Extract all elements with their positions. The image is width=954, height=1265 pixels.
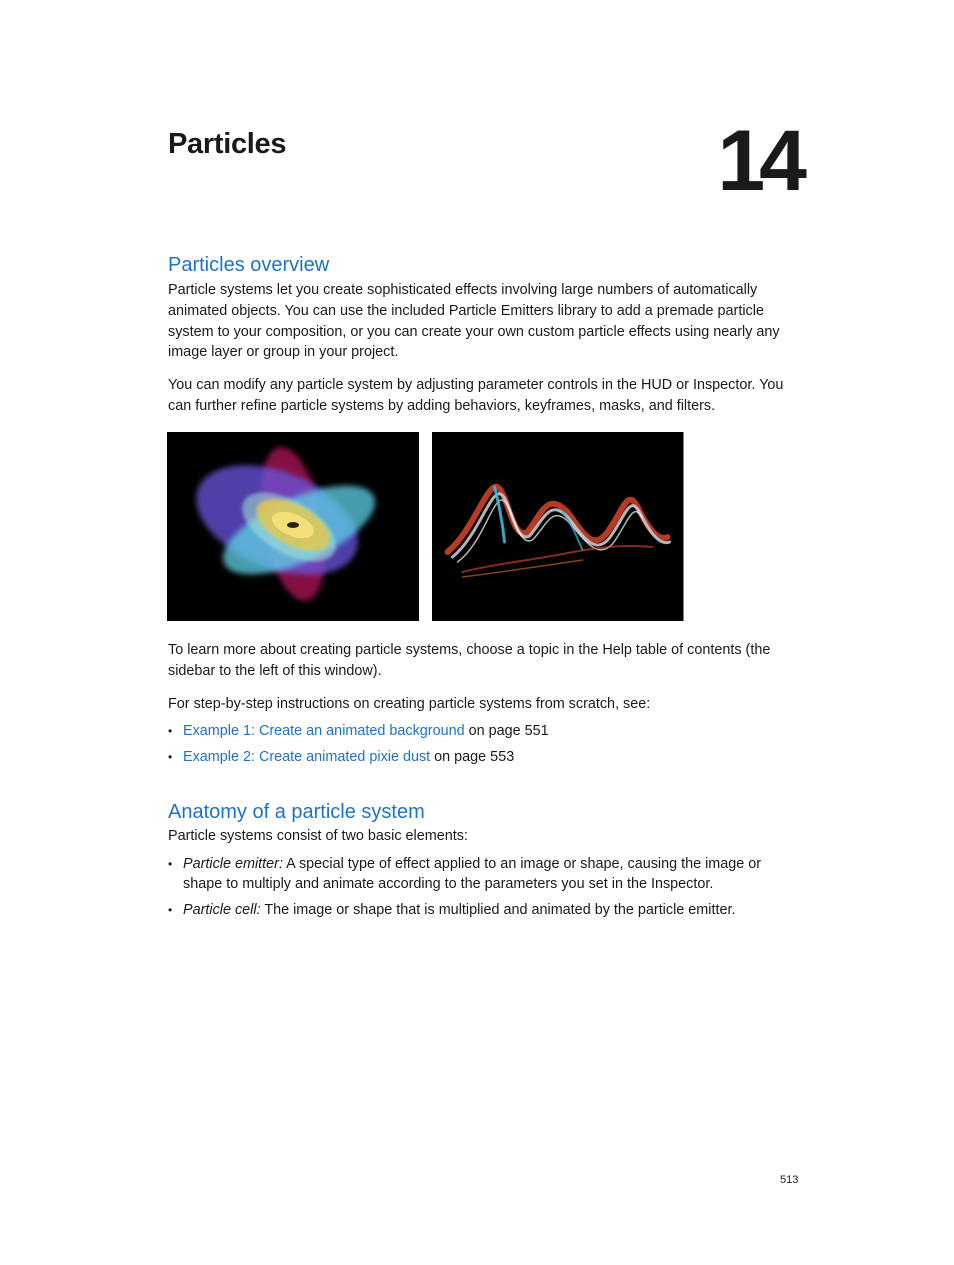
bullet-icon: •: [168, 903, 173, 917]
bullet-icon: •: [168, 857, 173, 871]
term-particle-cell: Particle cell:: [183, 902, 261, 918]
section-heading-particles-overview: Particles overview: [168, 254, 330, 276]
chapter-number: 14: [717, 113, 801, 209]
bullet-icon: •: [168, 750, 173, 764]
list-item: [168, 747, 800, 767]
figure-wave-particles: [432, 432, 683, 621]
term-particle-emitter: Particle emitter:: [183, 856, 283, 872]
term-description: The image or shape that is multiplied and animated by the particle emitter.: [260, 902, 736, 918]
overview-paragraph-2: You can modify any particle system by adjusting parameter controls in the HUD or Inspector. You can further refine particle systems by adding behaviors, keyframes, masks, and filters.: [168, 377, 784, 414]
list-item: [168, 854, 800, 894]
overview-paragraph-3: To learn more about creating particle systems, choose a topic in the Help table of contents (the sidebar to the left of this window).: [168, 642, 771, 679]
list-item: [168, 900, 800, 920]
link-suffix: on page 551: [464, 723, 549, 739]
list-item: [168, 721, 800, 741]
page-number: 513: [780, 1174, 799, 1186]
link-example-2[interactable]: Example 2: Create animated pixie dust: [183, 749, 431, 765]
chapter-title: Particles: [168, 128, 287, 160]
anatomy-intro: Particle systems consist of two basic elements:: [168, 828, 468, 844]
bullet-icon: •: [168, 724, 173, 738]
figure-orbit-particles: [167, 432, 419, 621]
overview-paragraph-4: For step-by-step instructions on creating particle systems from scratch, see:: [168, 696, 651, 712]
orbit-particles-image: [167, 432, 419, 621]
wave-particles-image: [432, 432, 684, 621]
link-suffix: on page 553: [430, 749, 515, 765]
link-example-1[interactable]: Example 1: Create an animated background: [183, 723, 465, 739]
overview-paragraph-1: Particle systems let you create sophisticated effects involving large numbers of automatically animated objects. You can use the included Particle Emitters library to add a premade particle system to your composition, or you can create your own custom particle effects using nearly any image layer or group in your project.: [168, 282, 780, 361]
term-description: A special type of effect applied to an image or shape, causing the image or shape to multiply and animate according to the parameters you set in the Inspector.: [183, 856, 762, 892]
section-heading-anatomy: Anatomy of a particle system: [168, 801, 425, 823]
